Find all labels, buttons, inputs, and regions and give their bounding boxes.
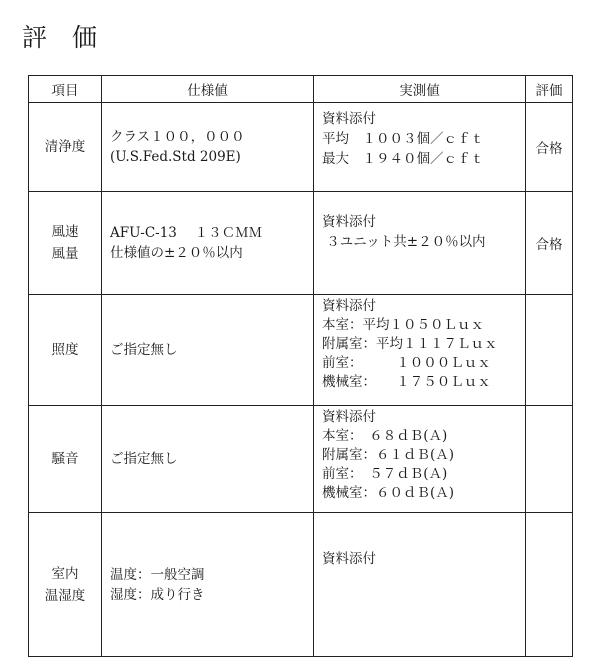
measured-cell bbox=[314, 406, 526, 513]
measured-line: ３ユニット共±２０％以内 bbox=[322, 234, 486, 250]
spec-line: クラス１００，０００ bbox=[110, 129, 245, 145]
table-row bbox=[29, 295, 573, 406]
measured-line: 資料添付 bbox=[322, 111, 376, 127]
evaluation-cell bbox=[526, 295, 573, 406]
measured-line: 資料添付 bbox=[322, 214, 376, 230]
measured-cell bbox=[314, 103, 526, 192]
table-row bbox=[29, 513, 573, 657]
spec-cell bbox=[102, 406, 314, 513]
measured-line: 前室： ５７ｄＢ(Ａ) bbox=[322, 466, 448, 482]
page-title: 評 価 bbox=[22, 23, 98, 52]
measured-cell bbox=[314, 295, 526, 406]
evaluation-cell bbox=[526, 406, 573, 513]
item-cell bbox=[29, 192, 102, 295]
item-cell bbox=[29, 295, 102, 406]
spec-cell bbox=[102, 192, 314, 295]
measured-line: 平均 １００３個／ｃｆｔ bbox=[322, 131, 484, 147]
item-label: 室内 bbox=[51, 565, 79, 582]
spec-line: ご指定無し bbox=[110, 342, 178, 358]
table-row bbox=[29, 103, 573, 192]
item-label: 温湿度 bbox=[44, 587, 86, 604]
spec-line: ご指定無し bbox=[110, 451, 178, 467]
spec-cell bbox=[102, 295, 314, 406]
measured-line: 最大 １９４０個／ｃｆｔ bbox=[322, 151, 484, 167]
evaluation-cell bbox=[526, 513, 573, 657]
item-label: 騒音 bbox=[51, 451, 79, 467]
table-header-row bbox=[29, 76, 573, 103]
header-evaluation: 評価 bbox=[526, 76, 573, 103]
measured-line: 附属室：６１ｄＢ(Ａ) bbox=[322, 447, 455, 463]
item-cell bbox=[29, 513, 102, 657]
spec-line: 湿度：成り行き bbox=[110, 586, 205, 603]
evaluation-cell: 合格 bbox=[526, 103, 573, 192]
header-spec: 仕様値 bbox=[102, 76, 314, 103]
header-item: 項目 bbox=[29, 76, 102, 103]
item-cell bbox=[29, 406, 102, 513]
measured-cell bbox=[314, 513, 526, 657]
item-label: 風速 bbox=[51, 224, 79, 240]
item-label: 風量 bbox=[51, 246, 79, 262]
spec-line: 温度：一般空調 bbox=[110, 566, 205, 583]
measured-line: 資料添付 bbox=[322, 551, 376, 567]
measured-line: 本室：平均１０５０Ｌｕｘ bbox=[322, 317, 484, 333]
item-label: 清浄度 bbox=[44, 139, 86, 155]
spec-line: (U.S.Fed.Std 209E) bbox=[110, 149, 241, 165]
table-row bbox=[29, 406, 573, 513]
spec-line: AFU-C-13 １３ＣＭＭ bbox=[110, 225, 263, 241]
measured-cell bbox=[314, 192, 526, 295]
measured-line: 資料添付 bbox=[322, 409, 376, 425]
table-row bbox=[29, 192, 573, 295]
measured-line: 機械室：６０ｄＢ(Ａ) bbox=[322, 485, 455, 501]
measured-line: 機械室： １７５０Ｌｕｘ bbox=[322, 374, 491, 390]
measured-line: 資料添付 bbox=[322, 298, 376, 314]
measured-line: 附属室：平均１１１７Ｌｕｘ bbox=[322, 336, 498, 352]
spec-cell bbox=[102, 513, 314, 657]
spec-line: 仕様値の±２０％以内 bbox=[110, 245, 243, 261]
item-cell bbox=[29, 103, 102, 192]
evaluation-table bbox=[28, 75, 573, 657]
spec-cell bbox=[102, 103, 314, 192]
measured-line: 本室： ６８ｄＢ(Ａ) bbox=[322, 428, 448, 444]
measured-line: 前室： １０００Ｌｕｘ bbox=[322, 355, 491, 371]
header-measured: 実測値 bbox=[314, 76, 526, 103]
evaluation-cell: 合格 bbox=[526, 192, 573, 295]
item-label: 照度 bbox=[51, 342, 79, 358]
